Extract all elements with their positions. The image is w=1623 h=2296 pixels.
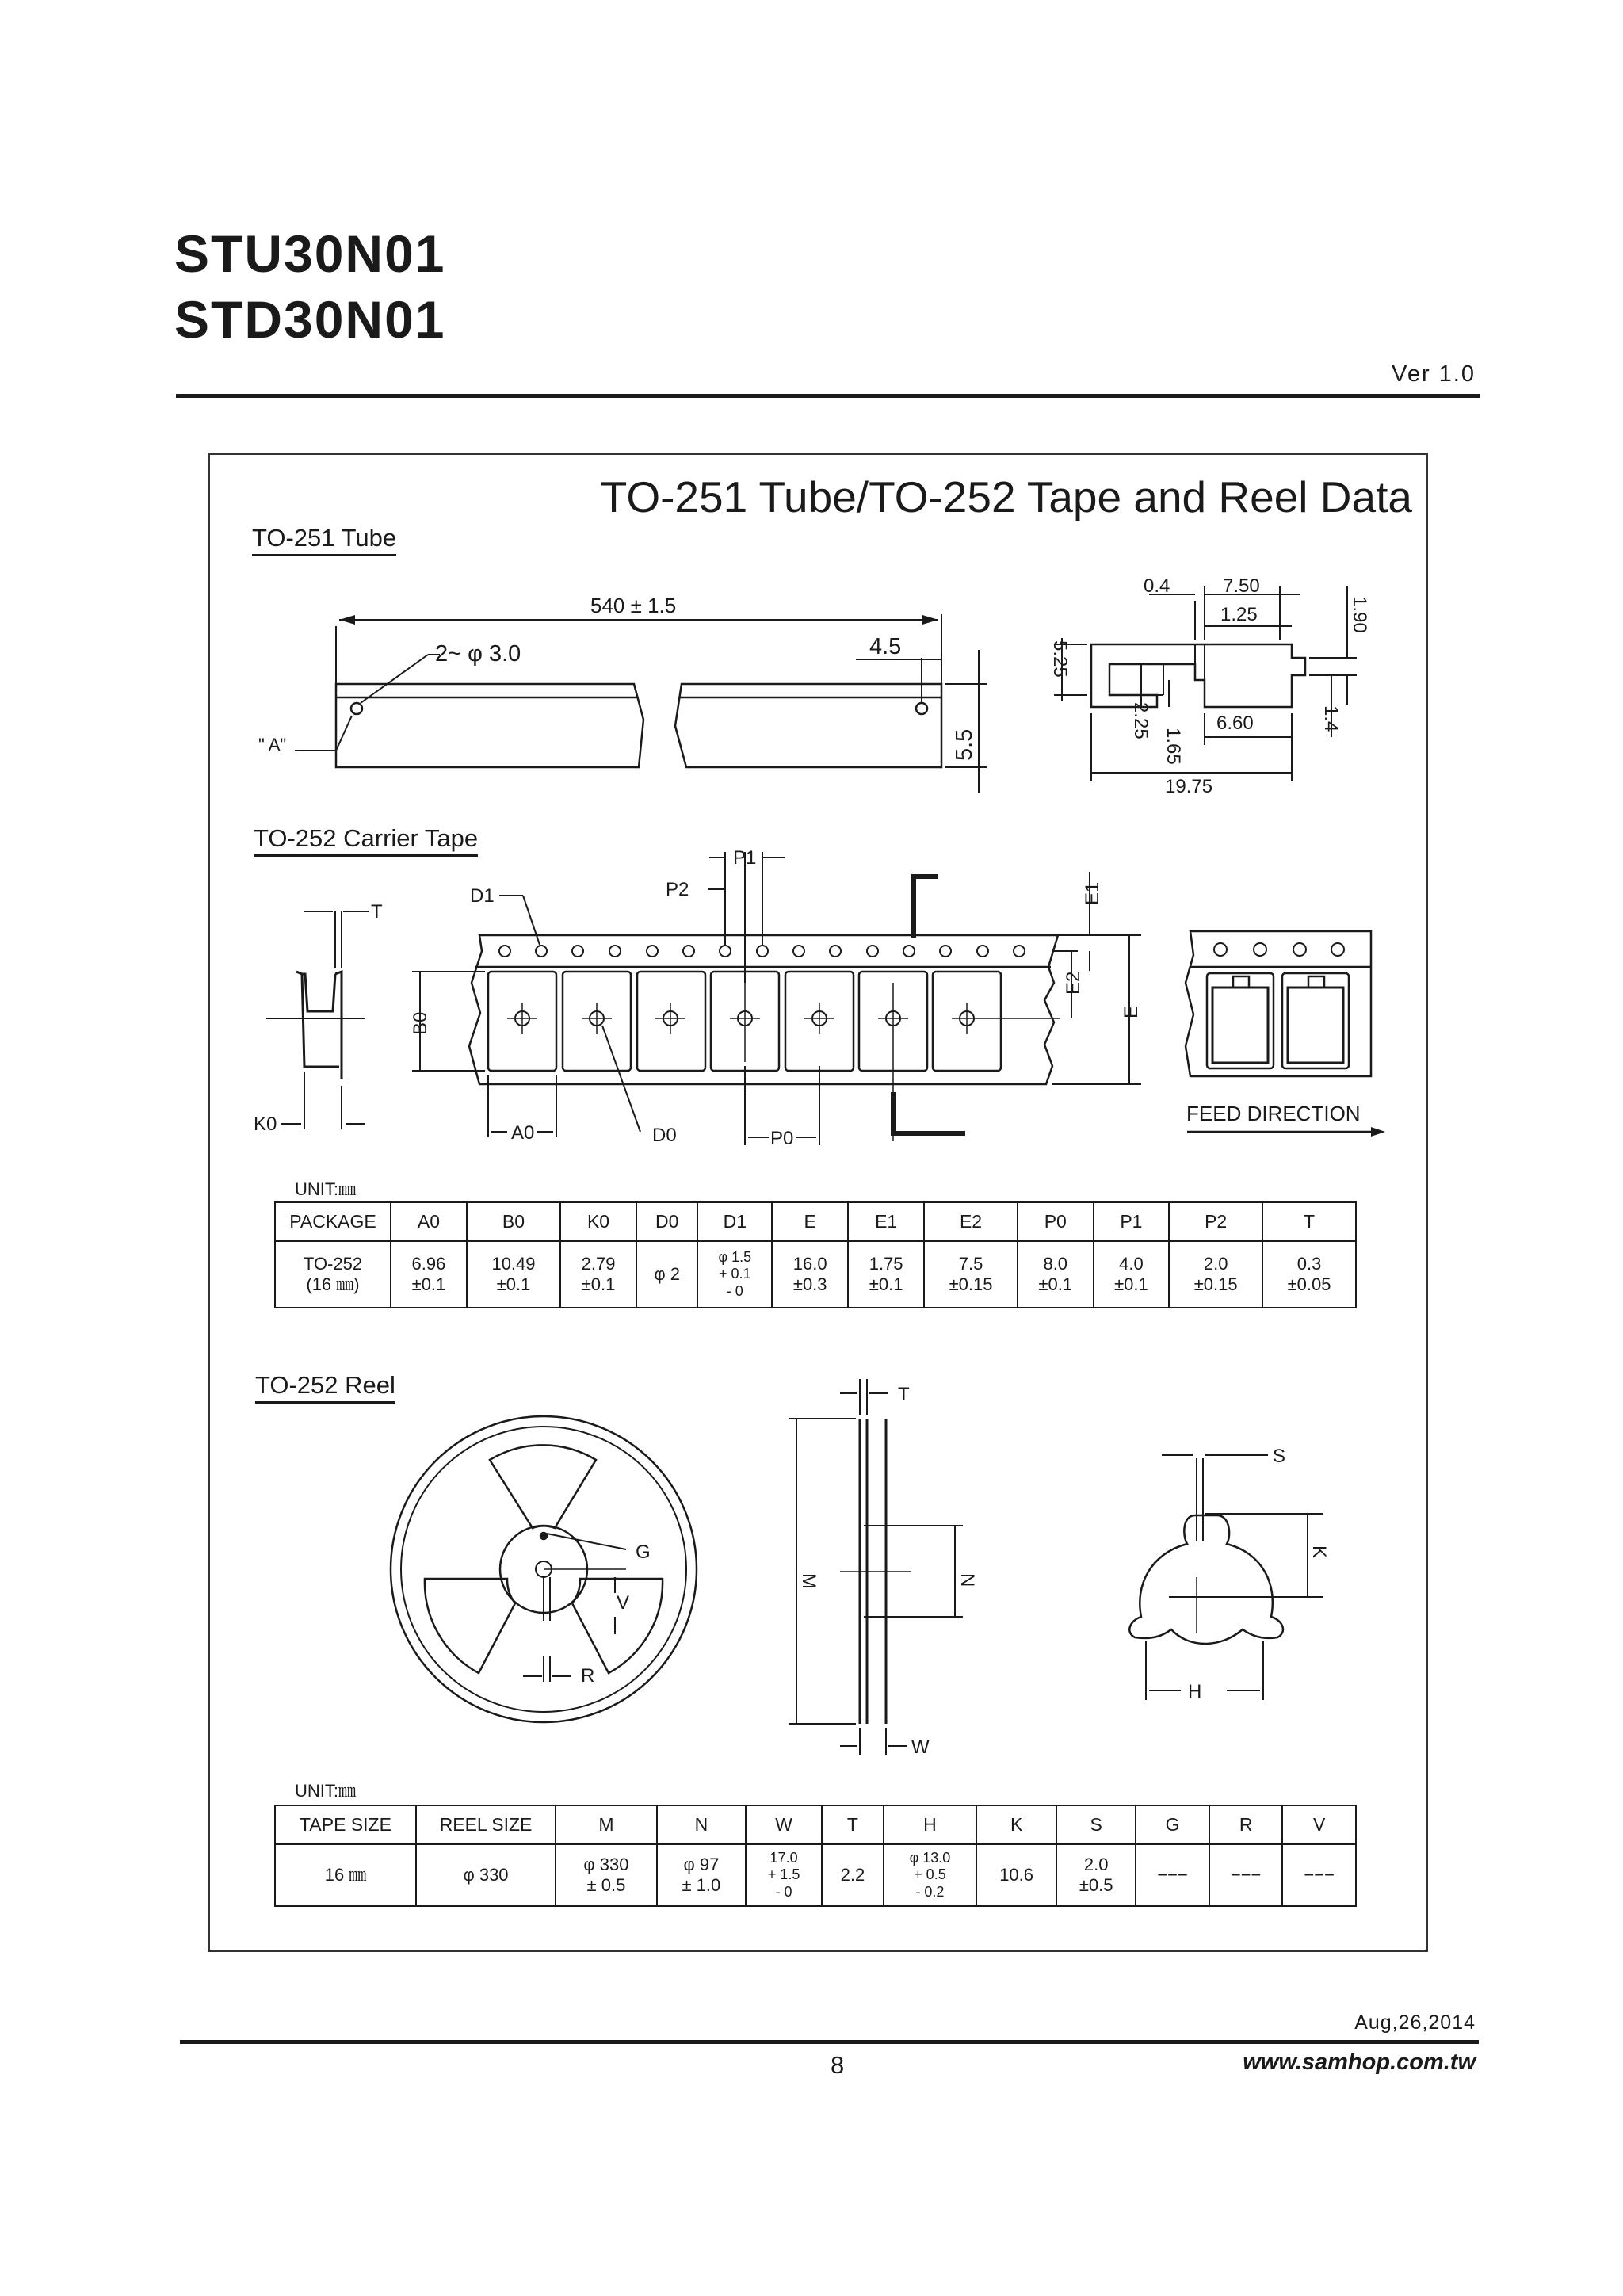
col-header: P1 bbox=[1094, 1202, 1170, 1241]
carrier-section-title: TO-252 Carrier Tape bbox=[254, 824, 478, 857]
table-cell: 16.0 ±0.3 bbox=[772, 1241, 848, 1308]
tube-ref-label: " A" bbox=[258, 735, 287, 755]
col-header: V bbox=[1282, 1805, 1356, 1844]
table-cell: φ 97 ± 1.0 bbox=[657, 1844, 746, 1906]
footer-date: Aug,26,2014 bbox=[1354, 2011, 1476, 2034]
table-header-row bbox=[275, 1805, 1356, 1844]
table-cell: 10.6 bbox=[976, 1844, 1056, 1906]
footer-rule bbox=[180, 2040, 1479, 2044]
col-header: P2 bbox=[1169, 1202, 1262, 1241]
website-link[interactable]: www.samhop.com.tw bbox=[1243, 2050, 1476, 2075]
col-header: REEL SIZE bbox=[416, 1805, 556, 1844]
col-header: P0 bbox=[1018, 1202, 1094, 1241]
reel-r-label: R bbox=[581, 1665, 595, 1687]
table-cell: φ 2 bbox=[636, 1241, 697, 1308]
carrier-d0-label: D0 bbox=[652, 1125, 677, 1146]
carrier-a0-label: A0 bbox=[511, 1122, 535, 1144]
table-cell: φ 330 bbox=[416, 1844, 556, 1906]
reel-side-view bbox=[789, 1379, 963, 1755]
col-header: A0 bbox=[391, 1202, 467, 1241]
carrier-b0-label: B0 bbox=[410, 1011, 431, 1035]
col-header: M bbox=[556, 1805, 657, 1844]
reel-g-label: G bbox=[636, 1541, 651, 1563]
table-cell: 1.75 ±0.1 bbox=[848, 1241, 924, 1308]
col-header: TAPE SIZE bbox=[275, 1805, 416, 1844]
dim-1-4: 1.4 bbox=[1320, 705, 1342, 732]
dim-1-25: 1.25 bbox=[1220, 604, 1258, 625]
dim-0-4: 0.4 bbox=[1144, 575, 1170, 597]
table-cell: 10.49 ±0.1 bbox=[467, 1241, 560, 1308]
table-cell: 2.2 bbox=[822, 1844, 883, 1906]
dim-2-25: 2.25 bbox=[1130, 702, 1151, 739]
reel-h-label: H bbox=[1188, 1681, 1202, 1702]
reel-unit-label: UNIT:㎜ bbox=[295, 1781, 357, 1801]
carrier-tape-side-view bbox=[266, 911, 369, 1129]
col-header: D0 bbox=[636, 1202, 697, 1241]
table-cell: 2.0 ±0.5 bbox=[1056, 1844, 1136, 1906]
table-cell: 4.0 ±0.1 bbox=[1094, 1241, 1170, 1308]
col-header: E2 bbox=[924, 1202, 1018, 1241]
carrier-tape-table bbox=[274, 1201, 1357, 1308]
carrier-p2-label: P2 bbox=[666, 879, 689, 900]
dim-19-75: 19.75 bbox=[1165, 776, 1213, 797]
table-cell: 0.3 ±0.05 bbox=[1262, 1241, 1356, 1308]
table-cell: φ 330 ± 0.5 bbox=[556, 1844, 657, 1906]
reel-section-title: TO-252 Reel bbox=[255, 1371, 395, 1404]
col-header: R bbox=[1209, 1805, 1283, 1844]
reel-k-label: K bbox=[1308, 1545, 1330, 1559]
tube-holes-label: 2~ φ 3.0 bbox=[435, 641, 521, 667]
carrier-e1-label: E1 bbox=[1082, 881, 1103, 905]
carrier-e-label: E bbox=[1121, 1005, 1142, 1018]
col-header: S bbox=[1056, 1805, 1136, 1844]
tube-height-label: 5.5 bbox=[952, 728, 977, 761]
version-label: Ver 1.0 bbox=[1392, 361, 1476, 387]
col-header: T bbox=[822, 1805, 883, 1844]
reel-n-label: N bbox=[957, 1573, 978, 1587]
carrier-tape-top-view bbox=[412, 852, 1141, 1145]
table-header-row bbox=[275, 1202, 1356, 1241]
feed-direction-label: FEED DIRECTION bbox=[1186, 1102, 1361, 1125]
col-header: E1 bbox=[848, 1202, 924, 1241]
table-row bbox=[275, 1844, 1356, 1906]
table-cell: −−− bbox=[1282, 1844, 1356, 1906]
carrier-k0-label: K0 bbox=[254, 1114, 277, 1135]
col-header: G bbox=[1136, 1805, 1209, 1844]
carrier-t-label: T bbox=[371, 901, 383, 923]
table-cell: 6.96 ±0.1 bbox=[391, 1241, 467, 1308]
tube-cross-section-drawing bbox=[1054, 586, 1357, 781]
dim-7-50: 7.50 bbox=[1223, 575, 1260, 597]
reel-table bbox=[274, 1805, 1357, 1907]
reel-v-label: V bbox=[617, 1592, 630, 1614]
col-header: PACKAGE bbox=[275, 1202, 391, 1241]
col-header: T bbox=[1262, 1202, 1356, 1241]
col-header: W bbox=[746, 1805, 822, 1844]
carrier-unit-label: UNIT:㎜ bbox=[295, 1179, 357, 1199]
carrier-p1-label: P1 bbox=[733, 847, 757, 869]
part-number-1: STU30N01 bbox=[174, 224, 446, 283]
col-header: E bbox=[772, 1202, 848, 1241]
dim-6-60: 6.60 bbox=[1216, 712, 1254, 734]
col-header: H bbox=[884, 1805, 977, 1844]
col-header: B0 bbox=[467, 1202, 560, 1241]
table-cell: 2.0 ±0.15 bbox=[1169, 1241, 1262, 1308]
page-title: TO-251 Tube/TO-252 Tape and Reel Data bbox=[600, 472, 1412, 521]
carrier-e2-label: E2 bbox=[1063, 971, 1084, 995]
table-cell: −−− bbox=[1136, 1844, 1209, 1906]
col-header: D1 bbox=[697, 1202, 772, 1241]
col-header: K bbox=[976, 1805, 1056, 1844]
table-cell: φ 1.5 + 0.1 - 0 bbox=[697, 1241, 772, 1308]
table-row bbox=[275, 1241, 1356, 1308]
table-cell: 7.5 ±0.15 bbox=[924, 1241, 1018, 1308]
reel-w-label: W bbox=[911, 1736, 930, 1758]
dim-5-25: 5.25 bbox=[1049, 640, 1071, 678]
part-number-2: STD30N01 bbox=[174, 290, 446, 349]
carrier-d1-label: D1 bbox=[470, 885, 495, 907]
dim-1-65: 1.65 bbox=[1163, 728, 1184, 765]
table-cell: 2.79 ±0.1 bbox=[560, 1241, 636, 1308]
page-number: 8 bbox=[831, 2051, 845, 2079]
col-header: N bbox=[657, 1805, 746, 1844]
reel-t-label: T bbox=[898, 1384, 910, 1405]
carrier-p0-label: P0 bbox=[770, 1128, 794, 1149]
table-cell: −−− bbox=[1209, 1844, 1283, 1906]
reel-m-label: M bbox=[798, 1573, 819, 1589]
reel-front-view bbox=[391, 1416, 697, 1722]
table-cell: φ 13.0 + 0.5 - 0.2 bbox=[884, 1844, 977, 1906]
table-cell: 16 ㎜ bbox=[275, 1844, 416, 1906]
reel-hub-detail bbox=[1129, 1455, 1323, 1700]
table-cell: 8.0 ±0.1 bbox=[1018, 1241, 1094, 1308]
tube-section-title: TO-251 Tube bbox=[252, 524, 396, 556]
tube-length-label: 540 ± 1.5 bbox=[590, 594, 677, 617]
col-header: K0 bbox=[560, 1202, 636, 1241]
tube-hole-offset-label: 4.5 bbox=[869, 634, 902, 659]
reel-s-label: S bbox=[1273, 1446, 1286, 1467]
table-cell: TO-252 (16 ㎜) bbox=[275, 1241, 391, 1308]
table-cell: 17.0 + 1.5 - 0 bbox=[746, 1844, 822, 1906]
dim-1-90: 1.90 bbox=[1349, 596, 1370, 633]
